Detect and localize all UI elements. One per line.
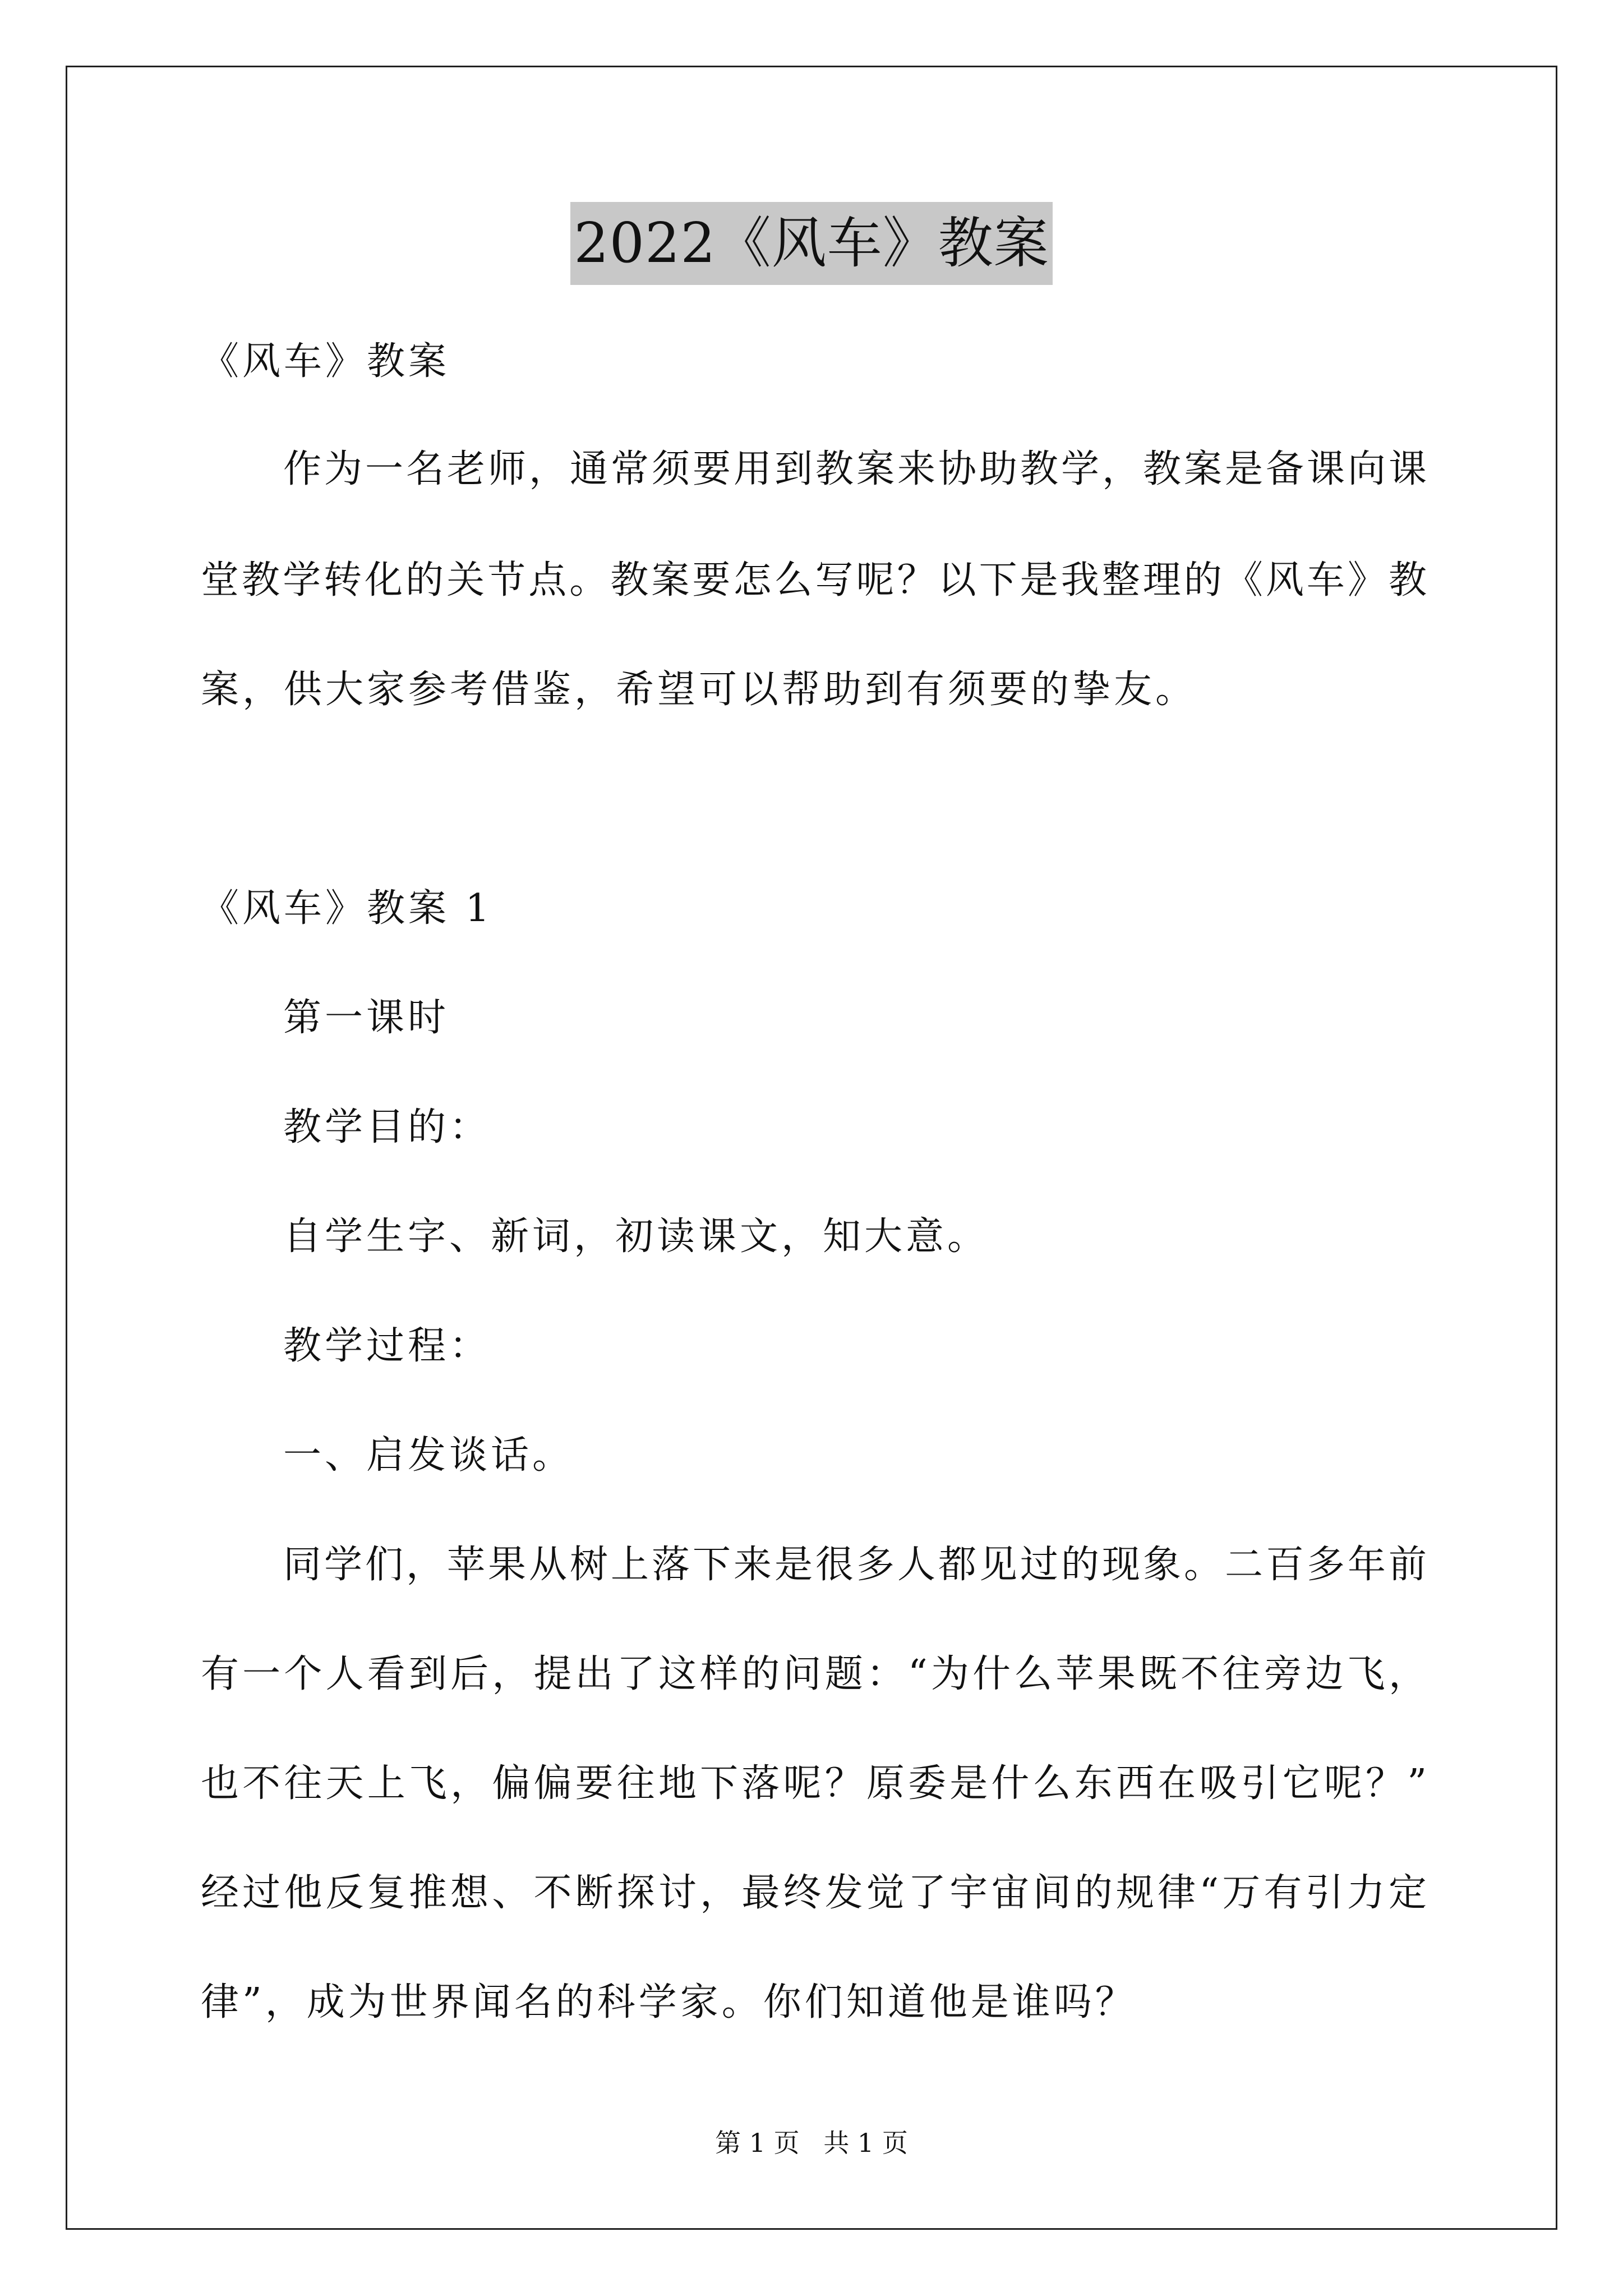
body-paragraph-line: 同学们，苹果从树上落下来是很多人都见过的现象。二百多年前 (283, 1543, 1429, 1587)
page-total: 共 1 页 (823, 2128, 908, 2158)
objective-label: 教学目的： (283, 1105, 491, 1149)
section-heading: 《风车》教案 (201, 339, 450, 384)
body-paragraph-line: 经过他反复推想、不断探讨，最终发觉了宇宙间的规律“万有引力定 (201, 1871, 1429, 1915)
title-container (0, 202, 1623, 285)
body-paragraph-line: 律”，成为世界闻名的科学家。你们知道他是谁吗？ (201, 1980, 1137, 2024)
intro-paragraph-line: 作为一名老师，通常须要用到教案来协助教学，教案是备课向课 (283, 447, 1429, 491)
process-label: 教学过程： (283, 1324, 491, 1368)
intro-paragraph-line: 案，供大家参考借鉴，希望可以帮助到有须要的挚友。 (201, 668, 1197, 712)
intro-paragraph-line: 堂教学转化的关节点。教案要怎么写呢？以下是我整理的《风车》教 (201, 558, 1429, 602)
body-paragraph-line: 也不往天上飞，偏偏要往地下落呢？原委是什么东西在吸引它呢？” (201, 1761, 1429, 1806)
page-number: 第 1 页 (715, 2128, 800, 2158)
period-label: 第一课时 (283, 996, 450, 1040)
lesson-heading: 《风车》教案 1 (201, 886, 493, 931)
document-title: 2022《风车》教案 (570, 202, 1052, 285)
body-paragraph-line: 有一个人看到后，提出了这样的问题：“为什么苹果既不往旁边飞， (201, 1652, 1429, 1696)
step-heading: 一、启发谈话。 (283, 1433, 574, 1478)
page-footer (0, 2126, 1623, 2160)
objective-text: 自学生字、新词，初读课文，知大意。 (283, 1214, 989, 1259)
